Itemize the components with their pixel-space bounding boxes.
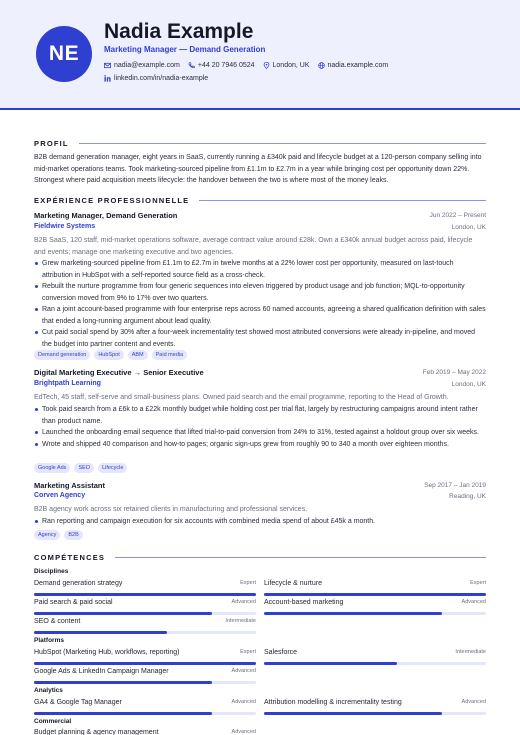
skill-name: HubSpot (Marketing Hub, workflows, reporting) [34, 649, 180, 656]
skill-level: Advanced [231, 729, 256, 735]
avatar: NE [36, 26, 92, 82]
skill-tag: Paid media [152, 350, 188, 360]
contact-row-2 [104, 75, 208, 82]
list-item: Launched the onboarding email sequence that lifted trial-to-paid conversion from 24% to 31%, tested against a holdout group over six weeks. [34, 427, 486, 439]
skill-bar [34, 612, 256, 615]
job-dates: Feb 2019 – May 2022 [422, 369, 486, 376]
skill-category: Analytics [34, 687, 63, 694]
mail-icon [104, 62, 111, 69]
skill-tag: ABM [128, 350, 148, 360]
website-text: nadia.example.com [327, 62, 389, 69]
skill-name: Google Ads & LinkedIn Campaign Manager [34, 668, 169, 675]
job-tags [34, 350, 187, 360]
job-company: Brightpath Learning [34, 380, 101, 387]
skill-level: Intermediate [455, 649, 486, 655]
contact-website[interactable] [318, 62, 389, 69]
job-summary: B2B agency work across six retained clients in manufacturing and professional services. [34, 506, 308, 513]
skill-bar-fill [34, 712, 212, 715]
skill-tag: B2B [64, 530, 82, 540]
experience-title-text: EXPÉRIENCE PROFESSIONNELLE [34, 196, 190, 205]
linkedin-icon [104, 75, 111, 82]
skill-tag: SEO [74, 463, 94, 473]
skill-bar-fill [264, 612, 442, 615]
skill-name: GA4 & Google Tag Manager [34, 699, 122, 706]
section-title-profile [34, 139, 486, 148]
skill-name: Lifecycle & nurture [264, 580, 322, 587]
contact-location [263, 62, 310, 69]
skill-bar-fill [34, 662, 256, 665]
skill-name: Salesforce [264, 649, 298, 656]
skill-bar-fill [34, 681, 212, 684]
job-dates: Jun 2022 – Present [429, 212, 486, 219]
job-bullets [34, 516, 486, 528]
skill-level: Expert [470, 580, 486, 586]
skill-name: Paid search & paid social [34, 599, 113, 606]
location-text: London, UK [272, 62, 310, 69]
linkedin-text: linkedin.com/in/nadia-example [114, 75, 209, 82]
skill-level: Advanced [231, 668, 256, 674]
job-location: London, UK [451, 224, 486, 231]
skill-tag: HubSpot [94, 350, 123, 360]
section-divider [115, 557, 486, 558]
globe-icon [318, 62, 325, 69]
section-title-experience [34, 196, 486, 205]
skills-title-text: COMPÉTENCES [34, 553, 106, 562]
job-company: Corven Agency [34, 492, 86, 499]
skill-bar [34, 631, 256, 634]
job-company: Fieldwire Systems [34, 223, 96, 230]
job-bullets [34, 258, 486, 350]
job-bullets [34, 404, 486, 450]
phone-icon [188, 62, 195, 69]
skill-bar [264, 662, 486, 665]
skill-bar-fill [34, 612, 212, 615]
list-item: Ran reporting and campaign execution for six accounts with combined media spend of about £45k a month. [34, 516, 486, 528]
job-summary: EdTech, 45 staff, self-serve and small-business plans. Owned paid search and the email programme, reporting to the Head of Growth. [34, 394, 449, 401]
email-text: nadia@example.com [114, 62, 180, 69]
skill-name: SEO & content [34, 618, 81, 625]
skill-level: Advanced [461, 699, 486, 705]
profile-title-text: PROFIL [34, 139, 69, 148]
skill-category: Commercial [34, 718, 72, 725]
skill-tag: Agency [34, 530, 60, 540]
skill-category: Disciplines [34, 568, 69, 575]
skill-name: Attribution modelling & incrementality testing [264, 699, 402, 706]
skill-level: Intermediate [225, 618, 256, 624]
list-item: Cut paid social spend by 30% after a four-week incrementality test showed most attributed conversions were already in-pipeline, and moved the budget into partner content and events. [34, 327, 486, 350]
skill-bar-fill [264, 712, 442, 715]
list-item: Wrote and shipped 40 comparison and how-to pages; organic sign-ups grew from roughly 90 to 340 a month over eighteen months. [34, 439, 486, 451]
skill-name: Demand generation strategy [34, 580, 123, 587]
skill-bar-fill [264, 593, 486, 596]
job-title: Marketing Assistant [34, 481, 105, 490]
skill-bar-fill [34, 593, 256, 596]
skill-name: Account-based marketing [264, 599, 344, 606]
job-location: Reading, UK [449, 493, 486, 500]
section-divider [199, 200, 486, 201]
pin-icon [263, 62, 270, 69]
skill-name: Budget planning & agency management [34, 729, 159, 735]
candidate-role: Marketing Manager — Demand Generation [104, 45, 266, 54]
job-tags [34, 530, 83, 540]
contact-linkedin[interactable] [104, 75, 208, 82]
list-item: Ran a joint account-based programme with four enterprise reps across 60 named accounts, agreeing a shared qualification definition with sales that ended a long-running argument about lead quality. [34, 304, 486, 327]
skill-category: Platforms [34, 637, 64, 644]
job-summary: B2B SaaS, 120 staff, mid-market operations software, average contract value around £28k. Own a £340k annual budget across paid, lifecycle and events; manage one marketing executive and two agencies. [34, 237, 473, 256]
section-title-skills [34, 553, 486, 562]
job-location: London, UK [451, 381, 486, 388]
skill-tag: Lifecycle [98, 463, 127, 473]
list-item: Rebuilt the nurture programme from four generic sequences into eleven triggered by product usage and job function; MQL-to-opportunity conversion moved from 9% to 17% over two quarters. [34, 281, 486, 304]
contact-phone[interactable] [188, 62, 255, 69]
skill-tag: Google Ads [34, 463, 70, 473]
skill-bar [264, 612, 486, 615]
job-title: Digital Marketing Executive → Senior Executive [34, 368, 204, 377]
job-tags [34, 463, 127, 473]
profile-text: B2B demand generation manager, eight years in SaaS, currently running a £340k paid and lifecycle budget at a 120-person company selling into mid-market operations teams. Took marketing-sourced pipeline from £1.1m to £2.7m in a year while bringing cost per opportunity down 22%. Strongest where paid acquisition meets lifecycle: the handover between the two is where most of the money leaks. [34, 154, 482, 184]
skill-bar-fill [34, 631, 167, 634]
skill-bar [264, 712, 486, 715]
skill-level: Advanced [231, 699, 256, 705]
resume-header [0, 0, 520, 110]
contact-row [104, 62, 388, 69]
job-dates: Sep 2017 – Jan 2019 [424, 482, 486, 489]
skill-bar [34, 681, 256, 684]
skill-level: Advanced [231, 599, 256, 605]
phone-text: +44 20 7946 0524 [197, 62, 255, 69]
skill-level: Advanced [461, 599, 486, 605]
skill-bar [34, 662, 256, 665]
job-title: Marketing Manager, Demand Generation [34, 211, 178, 220]
skill-bar [34, 593, 256, 596]
contact-email[interactable] [104, 62, 180, 69]
skill-level: Expert [240, 580, 256, 586]
skill-bar [34, 712, 256, 715]
skill-bar [264, 593, 486, 596]
skill-tag: Demand generation [34, 350, 90, 360]
candidate-name: Nadia Example [104, 20, 254, 43]
skill-bar-fill [264, 662, 397, 665]
section-divider [79, 143, 486, 144]
list-item: Grew marketing-sourced pipeline from £1.1m to £2.7m in twelve months at a 22% lower cost per opportunity, measured on last-touch attribution in HubSpot with a self-reported source field as a cross-check. [34, 258, 486, 281]
skill-level: Expert [240, 649, 256, 655]
list-item: Took paid search from a £6k to a £22k monthly budget while holding cost per trial flat, largely by restructuring campaigns around intent rather than product name. [34, 404, 486, 427]
